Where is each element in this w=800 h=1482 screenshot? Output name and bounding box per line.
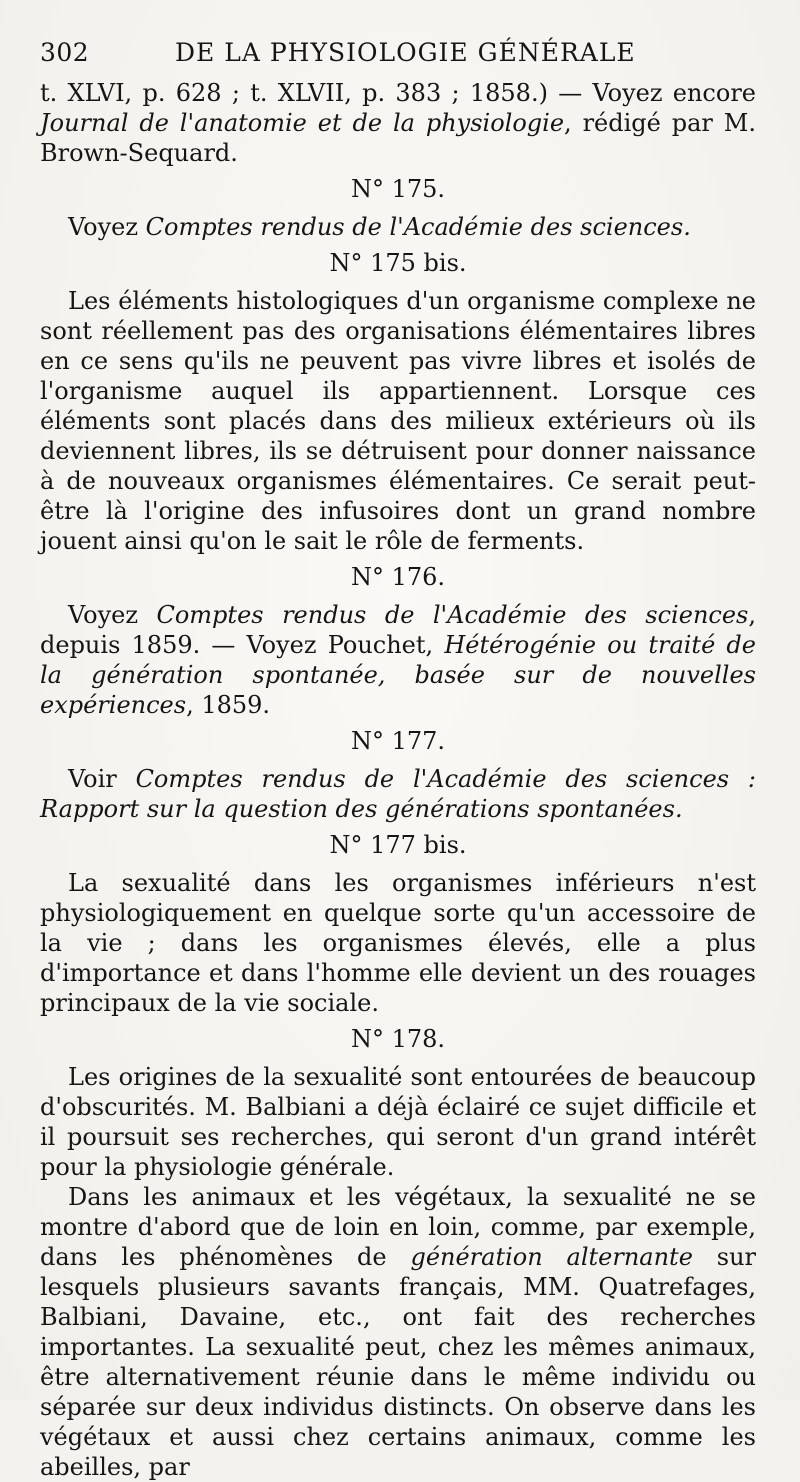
paragraph — [40, 78, 756, 168]
paragraph — [40, 764, 756, 824]
section — [40, 724, 756, 824]
italic-text: génération alternante — [410, 1243, 693, 1271]
section-number-heading: N° 178. — [350, 1025, 446, 1053]
text-run: Voir — [68, 765, 136, 793]
page-number: 302 — [40, 38, 90, 67]
section — [40, 560, 756, 720]
section-number-heading: N° 176. — [350, 563, 446, 591]
paragraph — [40, 286, 756, 556]
section-number-heading: N° 175 bis. — [329, 249, 467, 277]
text-run: La sexualité dans les organismes inférieurs n'est physiologiquement en quelque sorte qu'un accessoire de la vie ; dans les organismes élevés, elle a plus d'importance et dans l'homme elle devient un des rouages principaux de la vie sociale. — [40, 869, 756, 1017]
text-run: Les éléments histologiques d'un organisme complexe ne sont réellement pas des organisations élémentaires libres en ce sens qu'ils ne peuvent pas vivre libres et isolés de l'organisme auquel ils appartiennent. Lorsque ces éléments sont placés dans des milieux extérieurs où ils deviennent libres, ils se détruisent pour donner naissance à de nouveaux organismes élémentaires. Ce serait peut-être là l'origine des infusoires dont un grand nombre jouent ainsi qu'on le sait le rôle de ferments. — [40, 287, 756, 555]
paragraph — [40, 212, 756, 242]
page-header — [40, 38, 756, 78]
paragraph — [40, 600, 756, 720]
italic-text: Comptes rendus de l'Académie des sciences — [156, 601, 749, 629]
italic-text: Journal de l'anatomie et de la physiologie — [40, 109, 565, 137]
text-run: Les origines de la sexualité sont entourées de beaucoup d'obscurités. M. Balbiani a déjà éclairé ce sujet difficile et il poursuit ses recherches, qui seront d'un grand intérêt pour la physiologie générale. — [40, 1063, 756, 1181]
paragraph — [40, 1062, 756, 1182]
text-run: , 1859. — [186, 691, 271, 719]
text-run: Dans les animaux et les végétaux, la sexualité ne se montre d'abord que de loin en loin, comme, par exemple, dans les phénomènes de — [40, 1183, 756, 1271]
section — [40, 172, 756, 242]
text-run: , rédigé par M. Brown-Sequard. — [40, 109, 756, 167]
section — [40, 78, 756, 168]
text-run: Voyez — [68, 213, 146, 241]
text-run: t. XLVI, p. 628 ; t. XLVII, p. 383 ; 1858.) — Voyez encore — [40, 79, 756, 107]
italic-text: Comptes rendus de l'Académie des sciences. — [145, 213, 691, 241]
text-run: sur lesquels plusieurs savants français, MM. Quatrefages, Balbiani, Davaine, etc., ont fait des recherches importantes. La sexualité peut, chez les mêmes animaux, être alternativement réunie dans le même individu ou séparée sur deux individus distincts. On observe dans les végétaux et aussi chez certains animaux, comme les abeilles, par — [40, 1243, 756, 1481]
text-run: , depuis 1859. — Voyez Pouchet, — [40, 601, 756, 659]
section — [40, 828, 756, 1018]
section-number-heading: N° 175. — [350, 175, 446, 203]
italic-text: Comptes rendus de l'Académie des sciences : Rapport sur la question des générations spontanées. — [40, 765, 757, 823]
italic-text: Hétérogénie ou traité de la génération spontanée, basée sur de nouvelles expériences — [40, 631, 757, 719]
section-number-heading: N° 177. — [350, 727, 446, 755]
page-content — [40, 78, 756, 1482]
section — [40, 246, 756, 556]
running-title: DE LA PHYSIOLOGIE GÉNÉRALE — [175, 38, 636, 67]
text-run: Voyez — [68, 601, 157, 629]
section — [40, 1022, 756, 1482]
section-number-heading: N° 177 bis. — [329, 831, 467, 859]
paragraph — [40, 1182, 756, 1482]
paragraph — [40, 868, 756, 1018]
